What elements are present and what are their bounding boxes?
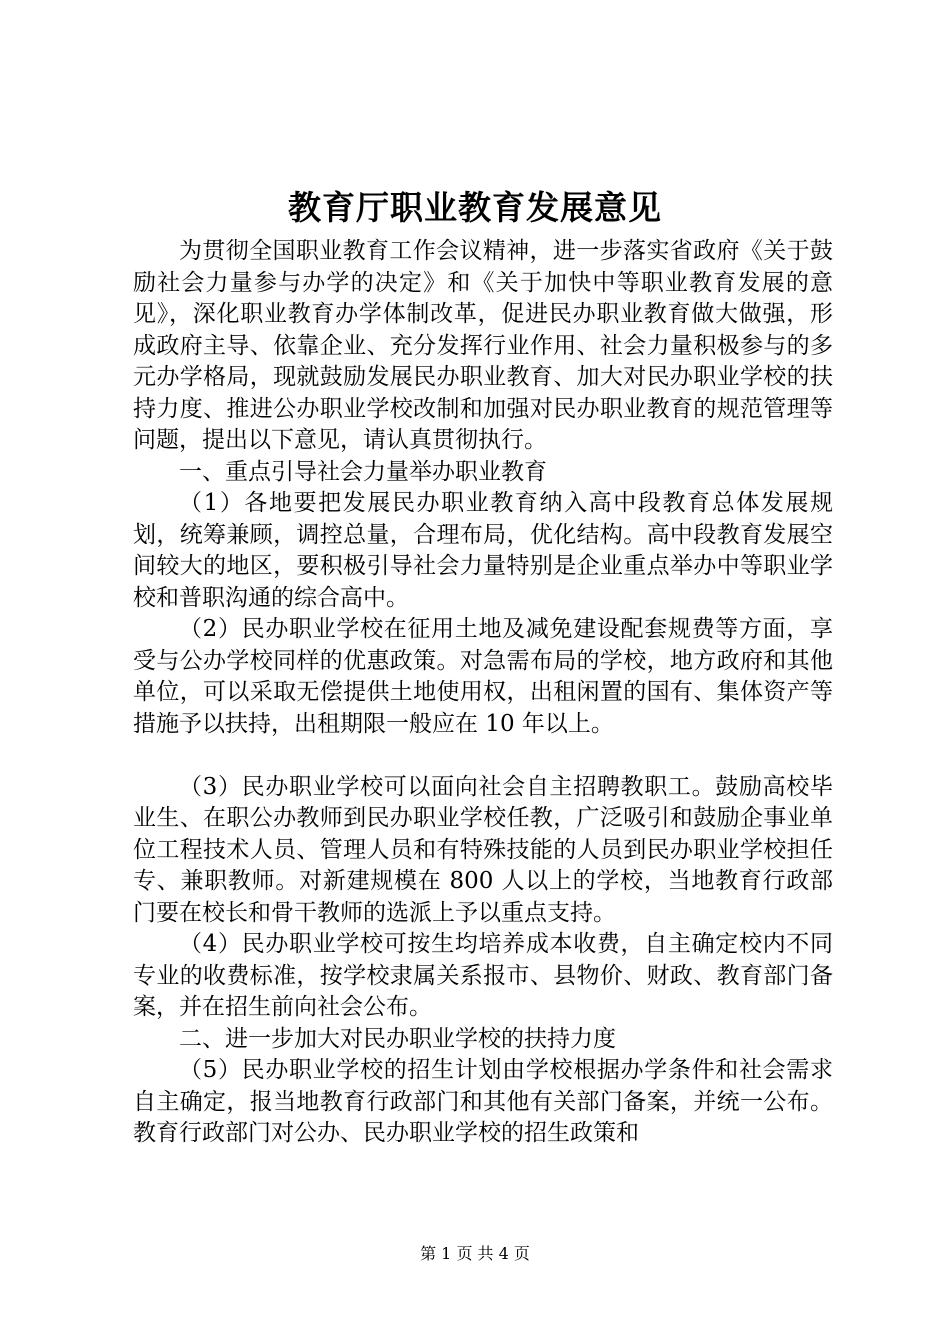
page-footer: 第 1 页 共 4 页 xyxy=(420,1244,530,1263)
paragraph-item-4: （4）民办职业学校可按生均培养成本收费，自主确定校内不同专业的收费标准，按学校隶属关系报市、县物价、财政、教育部门备案，并在招生前向社会公布。 xyxy=(133,931,833,1020)
section-heading-1: 一、重点引导社会力量举办职业教育 xyxy=(179,458,547,485)
paragraph-item-1: （1）各地要把发展民办职业教育纳入高中段教育总体发展规划，统筹兼顾，调控总量，合理布局，优化结构。高中段教育发展空间较大的地区，要积极引导社会力量特别是企业重点举办中等职业学校和普职沟通的综合高中。 xyxy=(133,490,833,611)
paragraph-item-3: （3）民办职业学校可以面向社会自主招聘教职工。鼓励高校毕业生、在职公办教师到民办职业学校任教，广泛吸引和鼓励企事业单位工程技术人员、管理人员和有特殊技能的人员到民办职业学校担任专、兼职教师。对新建规模在 800 人以上的学校，当地教育行政部门要在校长和骨干教师的选派上予以重点支持。 xyxy=(133,773,833,926)
section-heading-2: 二、进一步加大对民办职业学校的扶持力度 xyxy=(179,1025,616,1052)
paragraph-item-2: （2）民办职业学校在征用土地及减免建设配套规费等方面，享受与公办学校同样的优惠政策。对急需布局的学校，地方政府和其他单位，可以采取无偿提供土地使用权，出租闲置的国有、集体资产等措施予以扶持，出租期限一般应在 10 年以上。 xyxy=(133,616,833,737)
paragraph-intro: 为贯彻全国职业教育工作会议精神，进一步落实省政府《关于鼓励社会力量参与办学的决定》和《关于加快中等职业教育发展的意见》，深化职业教育办学体制改革，促进民办职业教育做大做强，形成政府主导、依靠企业、充分发挥行业作用、社会力量积极参与的多元办学格局，现就鼓励发展民办职业教育、加大对民办职业学校的扶持力度、推进公办职业学校改制和加强对民办职业教育的规范管理等问题，提出以下意见，请认真贯彻执行。 xyxy=(133,238,833,453)
paragraph-item-5: （5）民办职业学校的招生计划由学校根据办学条件和社会需求自主确定，报当地教育行政部门和其他有关部门备案，并统一公布。教育行政部门对公办、民办职业学校的招生政策和 xyxy=(133,1057,833,1146)
document-title: 教育厅职业教育发展意见 xyxy=(288,188,662,227)
document-body xyxy=(133,236,833,1150)
